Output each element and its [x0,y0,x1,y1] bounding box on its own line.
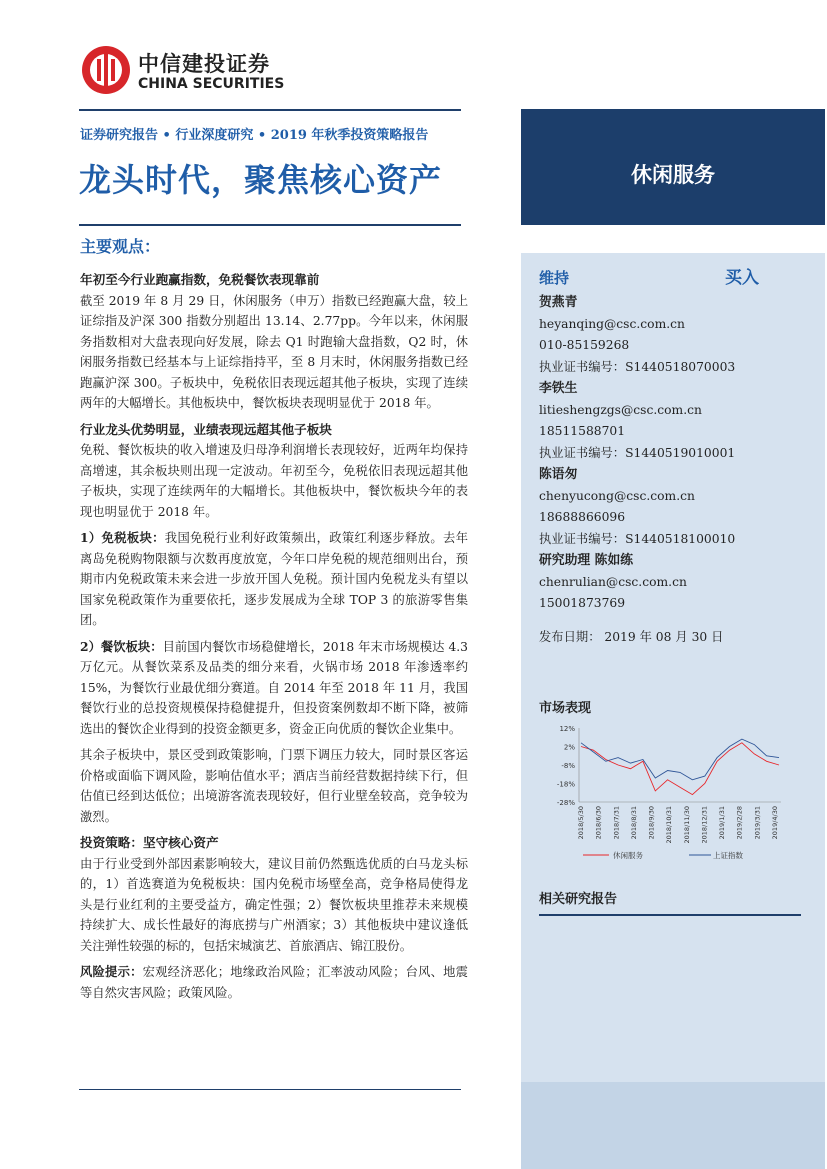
analyst-block [539,292,789,378]
y-tick-label: -28% [556,799,575,807]
analyst-name: 贺燕青 [539,295,578,310]
report-subline: 证券研究报告 • 行业深度研究 • 2019 年秋季投资策略报告 [80,128,429,143]
x-tick-label: 2018/6/30 [594,806,603,840]
p5-text: 其余子板块中，景区受到政策影响，门票下调压力较大，同时景区客运价格或面临下调风险，影响估值水平；酒店当前经营数据持续下行，但估值已经到达低位；出境游客流表现较好，但行业壁垒较高，竞争较为激烈。 [80,748,468,824]
legend-label: 上证指数 [713,851,743,860]
x-tick-label: 2019/2/28 [735,806,744,840]
sector-banner [521,109,825,225]
p4-label: 2）餐饮板块： [80,638,163,654]
p1-heading: 年初至今行业跑赢指数，免税餐饮表现靠前 [80,272,320,287]
rating-label: 维持 [539,269,570,287]
x-tick-label: 2018/10/31 [665,806,674,844]
title-rule [79,224,461,226]
rating-row [539,268,789,292]
p6-text: 由于行业受到外部因素影响较大，建议目前仍然甄选优质的白马龙头标的，1）首选赛道为免税板块：国内免税市场壁垒高，竞争格局使得龙头是行业红利的主要受益方，确定性强；2）餐饮板块里推荐未来规模持续扩大、成长性最好的海底捞与广州酒家；3）其他板块中建议逢低关注弹性较强的标的，包括宋城演艺、首旅酒店、锦江股份。 [80,856,468,953]
analyst-cert: 执业证书编号：S1440518070003 [539,359,736,374]
y-tick-label: 2% [563,743,575,752]
p4-paragraph [80,637,468,740]
analyst-phone: 15001873769 [539,596,626,610]
x-tick-label: 2019/3/31 [753,806,762,840]
analyst-block [539,378,789,464]
sidebar-content [539,268,789,648]
report-title: 龙头时代，聚焦核心资产 [79,161,443,199]
section-title: 主要观点： [80,237,161,256]
analyst-name: 陈语匆 [539,467,578,482]
analyst-email[interactable]: chenrulian@csc.com.cn [539,574,687,589]
x-tick-label: 2018/9/30 [647,806,656,840]
rating-value: 买入 [725,268,759,288]
logo-en-text: CHINA SECURITIES [138,76,285,92]
x-tick-label: 2019/4/30 [771,806,779,840]
series-line-1 [581,739,779,780]
y-tick-label: -8% [561,762,575,770]
p3-text: 我国免税行业利好政策频出，政策红利逐步释放。去年离岛免税购物限额与次数再度放宽，今年口岸免税的规范细则出台，预期市内免税政策未来会进一步放开国人免税。预计国内免税龙头有望以国家免税政策作为重要依托，逐步发展成为全球 TOP 3 的旅游零售集团。 [80,531,468,627]
sector-label: 休闲服务 [631,163,715,187]
analyst-block [539,550,789,615]
market-title: 市场表现 [539,701,592,716]
analyst-name: 研究助理 陈如练 [539,553,634,568]
p7-paragraph [80,962,468,1003]
analyst-name: 李铁生 [539,381,578,396]
p7-label: 风险提示： [80,964,143,979]
top-rule [79,109,461,111]
logo-mark-icon [80,44,132,96]
p6-heading: 投资策略：坚守核心资产 [80,835,219,850]
p3-label: 1）免税板块： [80,530,165,545]
market-chart [539,718,789,864]
y-tick-label: 12% [559,725,575,733]
p3-paragraph [80,528,468,631]
x-tick-label: 2018/11/30 [682,806,691,844]
analyst-phone: 18688866096 [539,510,626,524]
x-tick-label: 2019/1/31 [718,806,727,840]
analyst-phone: 18511588701 [539,424,626,438]
analyst-cert: 执业证书编号：S1440518100010 [539,531,736,546]
legend-label: 休闲服务 [613,851,643,860]
x-tick-label: 2018/7/31 [612,806,621,840]
x-tick-label: 2018/5/30 [577,806,585,840]
p2-heading: 行业龙头优势明显，业绩表现远超其他子板块 [80,421,332,437]
x-tick-label: 2018/12/31 [700,806,709,844]
publish-date: 发布日期： 2019 年 08 月 30 日 [539,629,724,644]
related-reports-title: 相关研究报告 [539,892,618,907]
analyst-email[interactable]: heyanqing@csc.com.cn [539,316,685,331]
p4-text: 目前国内餐饮市场稳健增长，2018 年末市场规模达 4.3 万亿元。从餐饮菜系及品类的细分来看，火锅市场 2018 年渗透率约 15%，为餐饮行业最优细分赛道。自 2014 年至 2018 年 11 月，我国餐饮行业的总投资规模保持稳健提升，但投资案例数却不断下降，被筛选出的餐饮企业得到的投资金额更多，资金正向优质的餐饮企业集中。 [80,639,468,736]
y-tick-label: -18% [556,780,575,789]
series-line-0 [581,743,779,795]
p7-text: 宏观经济恶化；地缘政治风险；汇率波动风险；台风、地震等自然灾害风险；政策风险。 [80,965,468,1000]
sidebar-footer-strip [521,1082,825,1169]
related-rule [539,914,801,916]
analyst-block [539,464,789,550]
p2-text: 免税、餐饮板块的收入增速及归母净利润增长表现较好，近两年均保持高增速，其余板块则出现一定波动。年初至今，免税依旧表现远超其他子板块，实现了连续两年的大幅增长。其他板块中，餐饮板块今年的表现也明显优于 2018 年。 [80,443,468,519]
x-tick-label: 2018/8/31 [629,806,638,840]
analyst-email[interactable]: litieshengzgs@csc.com.cn [539,402,702,417]
main-content [80,270,468,1009]
analyst-phone: 010-85159268 [539,338,630,352]
logo-cn-text: 中信建投证券 [138,52,270,76]
p1-text: 截至 2019 年 8 月 29 日，休闲服务（申万）指数已经跑赢大盘，较上证综指及沪深 300 指数分别超出 13.14、2.77pp。今年以来，休闲服务指数相对大盘表现向好发展，除去 Q1 时跑输大盘指数，Q2 时，休闲服务指数已经基本与上证综指持平，至 8 月末时，休闲服务指数已经跑赢沪深 300。子板块中，免税依旧表现远超其他子板块，实现了连续两年的大幅增长。其他板块中，餐饮板块表现明显优于 2018 年。 [80,293,468,410]
analyst-cert: 执业证书编号：S1440519010001 [539,445,736,460]
analyst-email[interactable]: chenyucong@csc.com.cn [539,488,695,503]
bottom-rule [79,1089,461,1090]
